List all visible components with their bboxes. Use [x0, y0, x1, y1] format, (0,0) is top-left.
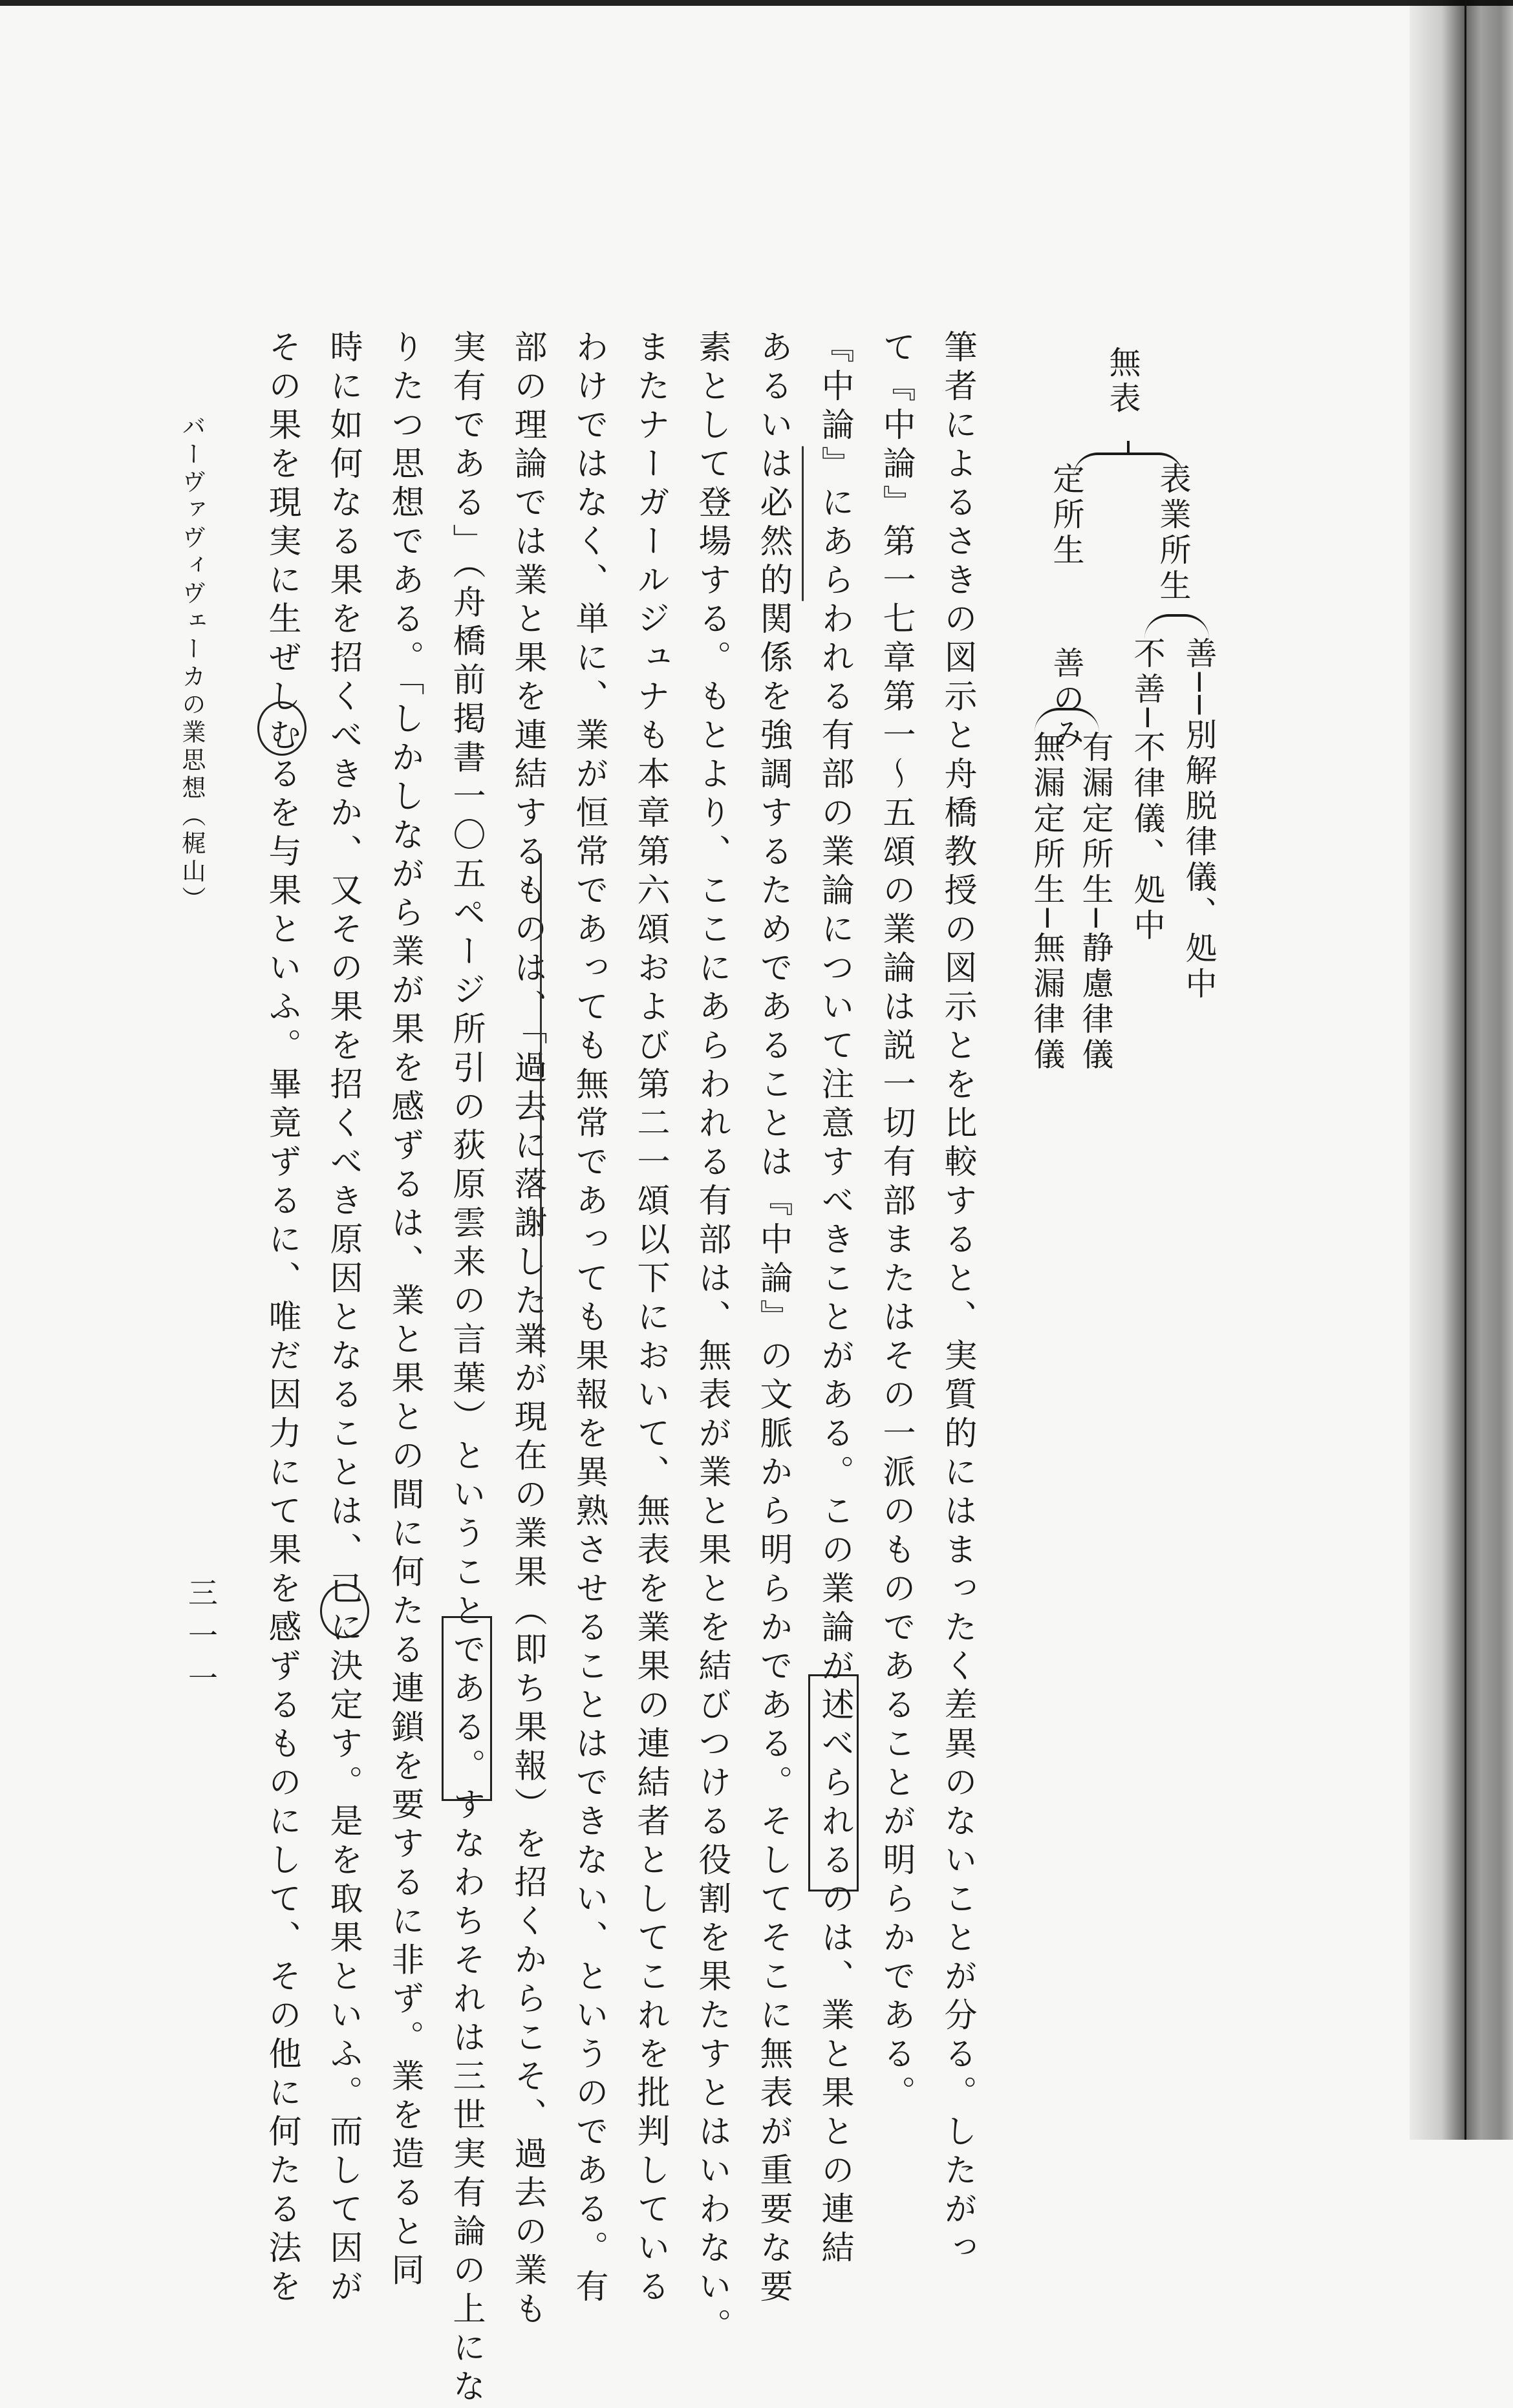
- annotation-wavy-underline: [540, 853, 542, 1358]
- text-line: 素として登場する。もとより、ここにあらわれる有部は、無表が業と果とを結びつける役割を果たすとはいわない。: [692, 330, 731, 2347]
- diagram-brace-root-tick: [1127, 441, 1130, 454]
- text-line: 時に如何なる果を招くべきか、又その果を招くべき原因となることは、已に決定す。是を取果といふ。而して因が: [324, 330, 362, 2308]
- diagram-branch-b: 定所生: [1048, 462, 1085, 569]
- page-number: 三一一: [184, 1577, 219, 1705]
- annotation-circle-shuka: [320, 1584, 369, 1638]
- running-title: バーヴァヴィヴェーカの業思想（梶山）: [178, 414, 206, 914]
- text-line: その果を現実に生ぜしむるを与果といふ。畢竟ずるに、唯だ因力にて果を感ずるものにして、その他に何たる法を: [263, 330, 301, 2308]
- diagram-brace-a: [1144, 614, 1209, 639]
- diagram-brace-b: [1035, 708, 1099, 732]
- text-line: 部の理論では業と果を連結するものは、「過去に落謝した業が現在の業果（即ち果報）を招くからこそ、過去の業も: [508, 330, 546, 2330]
- book-spine-shadow: [1410, 0, 1513, 2140]
- diagram-a-item-1: 善──別解脱律儀、処中: [1181, 637, 1218, 1003]
- text-line: りたつ思想である。「しかしながら業が果を感ずるは、業と果との間に何たる連鎖を要するに非ず。業を造ると同: [385, 330, 424, 2292]
- diagram-b-item-2: 無漏定所生─無漏律儀: [1029, 730, 1066, 1074]
- text-line: 筆者によるさきの図示と舟橋教授の図示とを比較すると、実質的にはまったく差異のないことが分る。したがっ: [938, 330, 976, 2269]
- diagram-b-head: 善のみ: [1048, 646, 1085, 753]
- scan-top-border: [0, 0, 1513, 6]
- annotation-wavy-underline: [802, 446, 804, 601]
- text-line: またナーガールジュナも本章第六頌および第二一頌以下において、無表を業果の連結者としてこれを批判している: [631, 330, 669, 2308]
- diagram-b-item-1: 有漏定所生─静慮律儀: [1077, 730, 1114, 1074]
- text-line: わけではなく、単に、業が恒常であっても無常であっても果報を異熟させることはできない、というのである。有: [570, 330, 608, 2308]
- diagram-root-label: 無表: [1104, 346, 1141, 417]
- text-line: 『中論』にあらわれる有部の業論について注意すべきことがある。この業論が述べられるのは、業と果との連結: [815, 330, 853, 2269]
- diagram-a-item-2: 不善─不律儀、処中: [1129, 637, 1166, 944]
- text-line: て『中論』第一七章第一～五頌の業論は説一切有部またはその一派のものであることが明らかである。: [877, 330, 915, 2114]
- text-line: 実有である」（舟橋前掲書一〇五ページ所引の荻原雲来の言葉）ということである。すなわちそれは三世実有論の上にな: [447, 330, 485, 2408]
- text-line: あるいは必然的関係を強調するためであることは『中論』の文脈から明らかである。そしてそこに無表が重要な要: [754, 330, 792, 2308]
- diagram-branch-a: 表業所生: [1155, 462, 1192, 604]
- annotation-bracket-renketsu: [808, 1674, 859, 1891]
- annotation-box-sanze: [442, 1616, 492, 1801]
- annotation-circle-yoka: [257, 701, 306, 756]
